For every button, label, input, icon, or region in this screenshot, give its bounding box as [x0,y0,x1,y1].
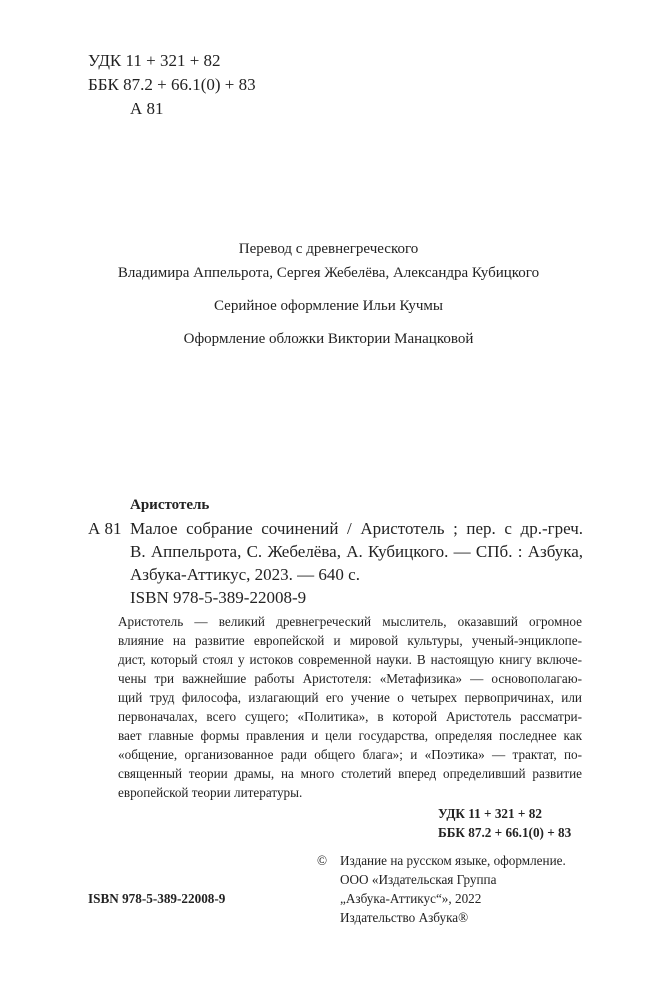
annotation-line: «общение, организованное ради общего блага»; и «Поэтика» — трактат, по- [118,747,582,762]
copyright-line: ООО «Издательская Группа [340,872,497,887]
series-design-credit: Серийное оформление Ильи Кучмы [213,298,444,314]
catalog-description-line: Малое собрание сочинений / Аристотель ; пер. с др.-греч. [130,519,583,538]
annotation-udk: УДК 11 + 321 + 82 [438,806,542,821]
catalog-mark: А 81 [88,519,122,538]
translation-line-1: Перевод с древнегреческого [238,241,419,257]
annotation-line: священный теории драмы, на много столетий вперед определивший развитие [118,766,582,781]
copyright-line: „Азбука-Аттикус“», 2022 [340,891,482,906]
annotation-line: Аристотель — великий древнегреческий мыслитель, оказавший огромное [118,614,582,629]
udk-code: УДК 11 + 321 + 82 [88,51,221,70]
catalog-description-line: Азбука-Аттикус, 2023. — 640 с. [130,565,360,584]
annotation-line: влияние на развитие европейской и мировой культуры, ученый-энциклопе- [118,633,582,648]
annotation-line: вает главные формы правления и цели государства, определяя последнее как [118,728,582,743]
author-mark: А 81 [130,99,164,118]
copyright-symbol: © [317,853,328,868]
copyright-line: Издательство Азбука® [340,910,469,925]
annotation-line: европейской теории литературы. [118,785,303,800]
catalog-isbn: ISBN 978-5-389-22008-9 [130,588,307,607]
bbk-code: ББК 87.2 + 66.1(0) + 83 [88,75,256,94]
bottom-isbn: ISBN 978-5-389-22008-9 [88,891,226,906]
catalog-author: Аристотель [130,497,210,513]
annotation-bbk: ББК 87.2 + 66.1(0) + 83 [438,825,572,840]
annotation-line: дист, который стоял у истоков современной науки. В настоящую книгу включе- [118,652,582,667]
annotation-line: чены три важнейшие работы Аристотеля: «Метафизика» — основополагаю- [118,671,582,686]
copyright-line: Издание на русском языке, оформление. [340,853,566,868]
catalog-description-line: В. Аппельрота, С. Жебелёва, А. Кубицкого. — СПб. : Азбука, [130,542,583,561]
annotation-line: щий труд философа, излагающий его учение о четырех первопричинах, или [118,690,582,705]
annotation-line: первоначалах, всего сущего; «Политика», в которой Аристотель рассматри- [118,709,582,724]
cover-design-credit: Оформление обложки Виктории Манацковой [183,331,474,347]
translators: Владимира Аппельрота, Сергея Жебелёва, Александра Кубицкого [117,265,540,281]
